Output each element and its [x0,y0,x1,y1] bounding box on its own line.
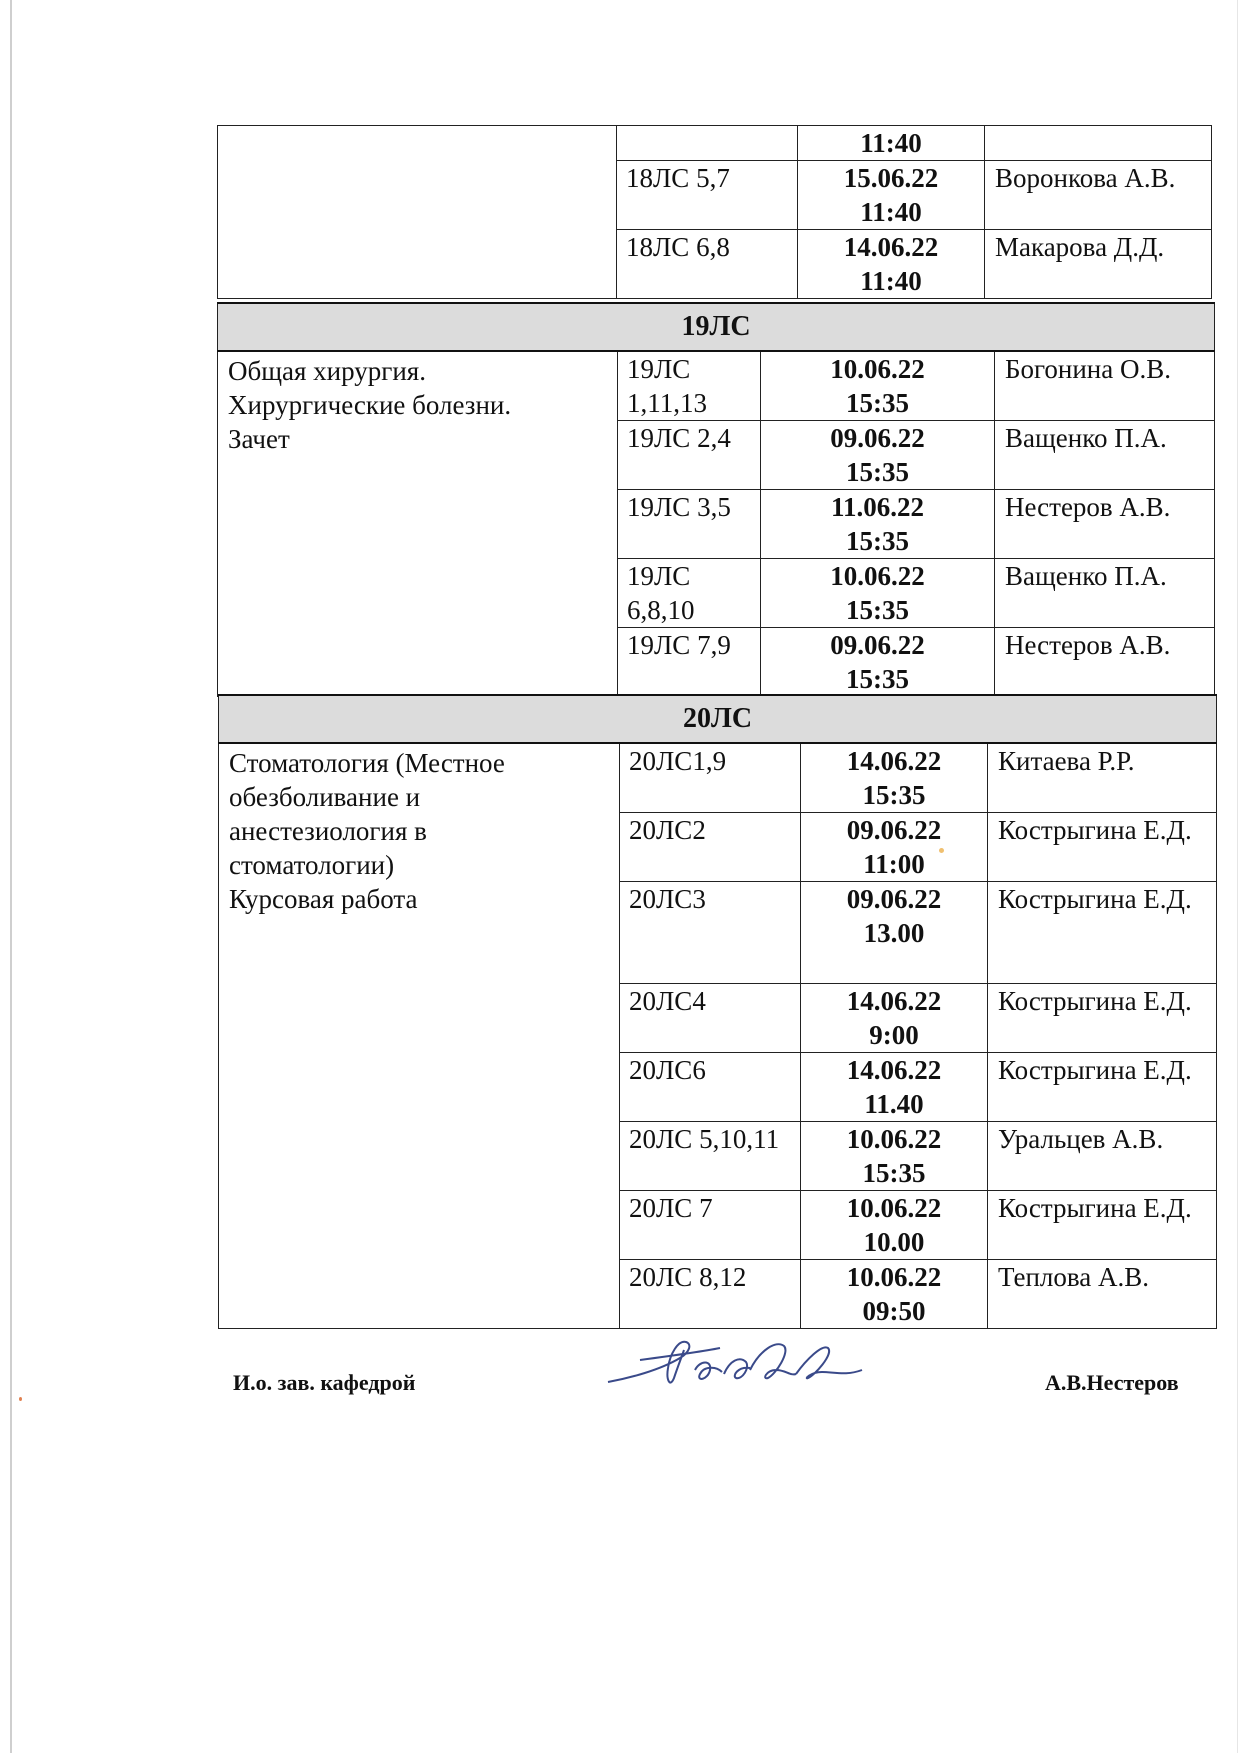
subject-cell [219,743,620,1329]
group-cell: 20ЛС1,9 [620,743,801,813]
teacher-cell: Кострыгина Е.Д. [988,813,1217,882]
datetime-cell [801,1260,988,1329]
group-cell: 20ЛС 7 [620,1191,801,1260]
group-cell: 19ЛС 6,8,10 [618,559,761,628]
teacher-cell: Кострыгина Е.Д. [988,984,1217,1053]
time: 11:40 [860,197,922,227]
time: 11.40 [864,1089,924,1119]
date: 10.06.22 [830,354,925,384]
teacher-cell: Теплова А.В. [988,1260,1217,1329]
section-header-row [219,695,1217,743]
time: 15:35 [846,457,909,487]
date: 14.06.22 [846,746,942,776]
group-cell: 19ЛС 3,5 [618,490,761,559]
datetime-cell [761,628,995,697]
date: 10.06.22 [846,1262,942,1292]
datetime-cell [801,882,988,984]
position-title: И.о. зав. кафедрой [233,1370,416,1395]
subject-line: стоматологии) [229,850,395,880]
subject-line: Хирургические болезни. [228,390,512,420]
group-cell: 20ЛС3 [620,882,801,984]
group-cell: 20ЛС6 [620,1053,801,1122]
time: 15:35 [846,388,909,418]
datetime-cell [801,1122,988,1191]
subject-line: Курсовая работа [229,884,418,914]
teacher-cell: Богонина О.В. [995,351,1215,421]
section-header: 20ЛС [219,695,1217,743]
date: 14.06.22 [843,232,939,262]
teacher-cell: Кострыгина Е.Д. [988,882,1217,984]
subject-line: Общая хирургия. [228,356,426,386]
date: 11.06.22 [830,492,924,522]
signature-image [600,1330,870,1400]
table-row [219,743,1217,813]
ink-speck [19,1397,22,1401]
datetime-cell [798,126,985,161]
teacher-cell: Китаева Р.Р. [988,743,1217,813]
group-cell: 18ЛС 6,8 [617,230,798,299]
datetime-cell [801,1191,988,1260]
date: 10.06.22 [846,1193,942,1223]
datetime-cell [798,230,985,299]
subject-line: Зачет [228,424,290,454]
teacher-cell: Ващенко П.А. [995,421,1215,490]
time: 11:40 [860,128,922,158]
group-cell: 19ЛС 1,11,13 [618,351,761,421]
subject-line: анестезиология в [229,816,427,846]
teacher-cell: Ващенко П.А. [995,559,1215,628]
date: 10.06.22 [830,561,925,591]
time: 15:35 [846,664,909,694]
group-cell: 20ЛС4 [620,984,801,1053]
teacher-cell [985,126,1212,161]
datetime-cell [761,490,995,559]
date: 09.06.22 [846,815,942,845]
table-row [218,126,1212,161]
ink-speck [939,848,944,853]
group-cell: 20ЛС 5,10,11 [620,1122,801,1191]
group-cell [617,126,798,161]
datetime-cell [801,813,988,882]
subject-cell [218,126,617,299]
time: 11:00 [863,849,925,879]
section-header: 19ЛС [218,303,1215,351]
datetime-cell [761,351,995,421]
group-cell: 20ЛС2 [620,813,801,882]
teacher-cell: Уральцев А.В. [988,1122,1217,1191]
time: 9:00 [869,1020,919,1050]
teacher-cell: Нестеров А.В. [995,490,1215,559]
group-cell: 18ЛС 5,7 [617,161,798,230]
time: 10.00 [863,1227,925,1257]
teacher-cell: Нестеров А.В. [995,628,1215,697]
time: 13.00 [863,918,925,948]
time: 09:50 [862,1296,926,1326]
table-row [218,351,1215,421]
group-cell: 20ЛС 8,12 [620,1260,801,1329]
teacher-cell: Макарова Д.Д. [985,230,1212,299]
date: 09.06.22 [830,423,925,453]
datetime-cell [798,161,985,230]
subject-line: обезболивание и [229,782,421,812]
date: 10.06.22 [846,1124,942,1154]
teacher-cell: Кострыгина Е.Д. [988,1053,1217,1122]
date: 09.06.22 [830,630,925,660]
group-cell: 19ЛС 7,9 [618,628,761,697]
datetime-cell [801,743,988,813]
group-cell: 19ЛС 2,4 [618,421,761,490]
date: 09.06.22 [846,884,942,914]
schedule-19ls-table [217,302,1215,697]
signer-name: А.В.Нестеров [1045,1370,1179,1395]
time: 15:35 [862,1158,926,1188]
date: 15.06.22 [843,163,939,193]
time: 15:35 [862,780,926,810]
teacher-cell: Кострыгина Е.Д. [988,1191,1217,1260]
subject-cell [218,351,618,697]
teacher-cell: Воронкова А.В. [985,161,1212,230]
time: 15:35 [846,595,909,625]
schedule-continuation-table [217,125,1212,299]
section-header-row [218,303,1215,351]
subject-line: Стоматология (Местное [229,748,505,778]
datetime-cell [801,1053,988,1122]
time: 11:40 [860,266,922,296]
date: 14.06.22 [846,1055,942,1085]
time: 15:35 [846,526,909,556]
datetime-cell [761,421,995,490]
date: 14.06.22 [846,986,942,1016]
schedule-20ls-table [218,694,1217,1329]
datetime-cell [761,559,995,628]
datetime-cell [801,984,988,1053]
